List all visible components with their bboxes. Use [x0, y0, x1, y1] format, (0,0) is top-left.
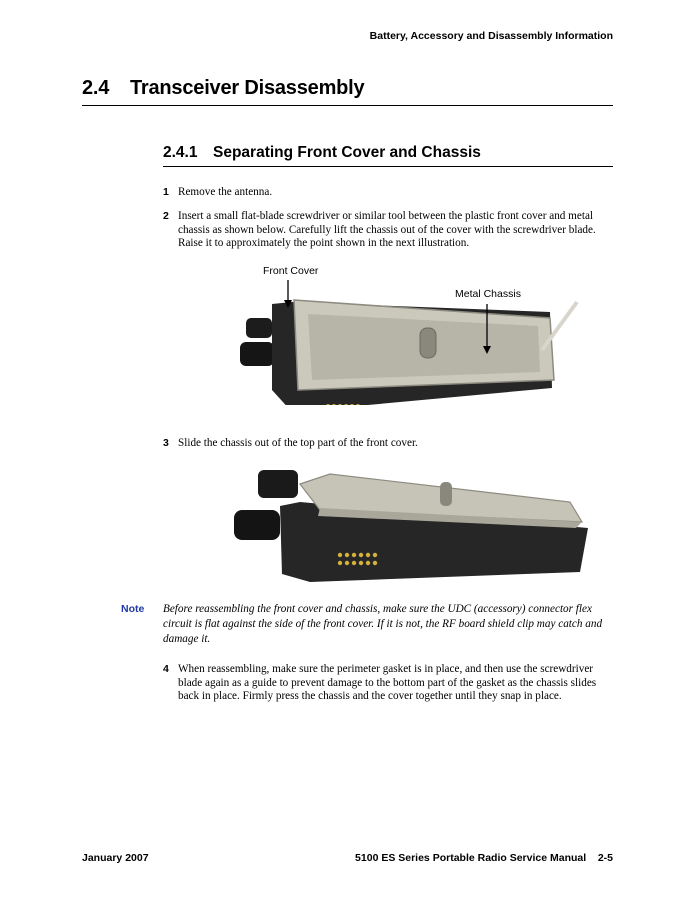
subsection-title: Separating Front Cover and Chassis: [213, 144, 481, 161]
section-title: Transceiver Disassembly: [130, 77, 365, 99]
step-1: [163, 186, 615, 200]
step-text: Slide the chassis out of the top part of the front cover.: [178, 437, 418, 449]
step-number: 4: [163, 663, 169, 675]
note-label: Note: [121, 603, 145, 615]
running-header: Battery, Accessory and Disassembly Information: [369, 30, 613, 42]
metal-chassis-label: Metal Chassis: [455, 288, 521, 300]
step-2: [163, 210, 615, 251]
step-text: When reassembling, make sure the perimeter gasket is in place, and then use the screwdriver blade again as a guide to prevent damage to the bottom part of the gasket as the chassis slides back in place. Firmly press the chassis and the cover together until they snap in place.: [178, 663, 597, 703]
footer-manual-page: 5100 ES Series Portable Radio Service Manual 2-5: [355, 852, 613, 864]
note-text: Before reassembling the front cover and chassis, make sure the UDC (accessory) connector flex circuit is flat against the side of the front cover. If it is not, the RF board shield clip may catch and damage it.: [163, 603, 603, 645]
knob-lower: [234, 510, 280, 540]
section-heading: [82, 77, 613, 106]
step-number: 1: [163, 186, 169, 198]
step-3: [163, 437, 615, 451]
footer-date: January 2007: [82, 852, 149, 864]
section-number: 2.4: [82, 77, 110, 99]
step-text: Remove the antenna.: [178, 186, 273, 198]
knob-lower: [240, 342, 274, 366]
knob-upper: [246, 318, 272, 338]
subsection-number: 2.4.1: [163, 144, 198, 161]
subsection-heading: [163, 144, 613, 167]
step-number: 3: [163, 437, 169, 449]
knob-upper: [258, 470, 298, 498]
chassis-slot: [420, 328, 436, 358]
figure-chassis-lift: [232, 280, 582, 405]
chassis-slot: [440, 482, 452, 506]
step-4: [163, 663, 615, 704]
step-number: 2: [163, 210, 169, 222]
front-cover-label: Front Cover: [263, 265, 319, 277]
step-text: Insert a small flat-blade screwdriver or similar tool between the plastic front cover and metal chassis as shown below. Carefully lift the chassis out of the cover with the screwdriver blade. Raise it to approximately the point shown in the next illustration.: [178, 210, 596, 250]
figure-chassis-slide: [200, 462, 592, 592]
